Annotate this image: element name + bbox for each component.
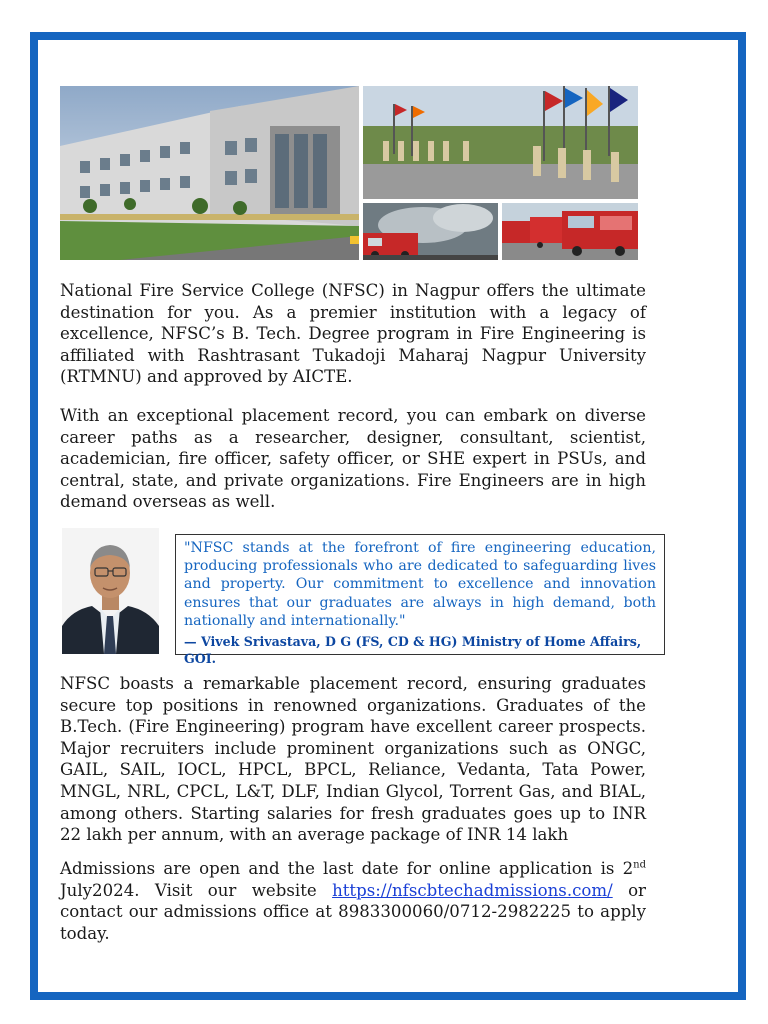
photo-collage	[60, 86, 638, 260]
admissions-text-end: or contact our admissions office at 8983300060/0712-2982225 to apply today.	[60, 880, 646, 943]
career-paragraph: With an exceptional placement record, you can embark on diverse career paths as a researcher, designer, consultant, scientist, academician, fire officer, safety officer, or SHE expert in PSUs, and central, state, and private organizations. Fire Engineers are in high demand overseas as well.	[60, 406, 646, 512]
quote-author: — Vivek Srivastava, D G (FS, CD & HG) Ministry of Home Affairs, GOI.	[184, 634, 642, 667]
fire-trucks-photo	[502, 203, 638, 260]
fire-drill-photo	[363, 203, 498, 260]
campus-building-photo	[60, 86, 359, 260]
admissions-text-middle: July2024. Visit our website	[60, 880, 333, 900]
placement-paragraph: NFSC boasts a remarkable placement record, ensuring graduates secure top positions in renowned organizations. Graduates of the B.Tech. (Fire Engineering) program have excellent career prospects. Major recruiters include prominent organizations such as ONGC, GAIL, SAIL, IOCL, HPCL, BPCL, Reliance, Vedanta, Tata Power, MNGL, NRL, CPCL, L&T, DLF, Indian Glycol, Torrent Gas, and BIAL, among others. Starting salaries for fresh graduates goes up to INR 22 lakh per annum, with an average package of INR 14 lakh	[60, 674, 646, 845]
admissions-paragraph	[60, 858, 646, 944]
admissions-text-start: Admissions are open and the last date for online application is 2	[60, 859, 634, 878]
quote-box	[175, 534, 665, 667]
flag-parade-photo	[363, 86, 638, 199]
vivek-srivastava-portrait	[62, 528, 159, 654]
intro-paragraph: National Fire Service College (NFSC) in Nagpur offers the ultimate destination for you. As a premier institution with a legacy of excellence, NFSC’s B. Tech. Degree program in Fire Engineering is affiliated with Rashtrasant Tukadoji Maharaj Nagpur University (RTMNU) and approved by AICTE.	[60, 281, 646, 387]
date-ordinal-suffix: nd	[633, 859, 646, 871]
quote-text: "NFSC stands at the forefront of fire engineering education, producing professionals who are dedicated to safeguarding lives and property. Our commitment to excellence and innovation ensures that our graduates are always in high demand, both nationally and internationally."	[184, 540, 656, 629]
admissions-website-link[interactable]: https://nfscbtechadmissions.com/	[332, 880, 613, 900]
